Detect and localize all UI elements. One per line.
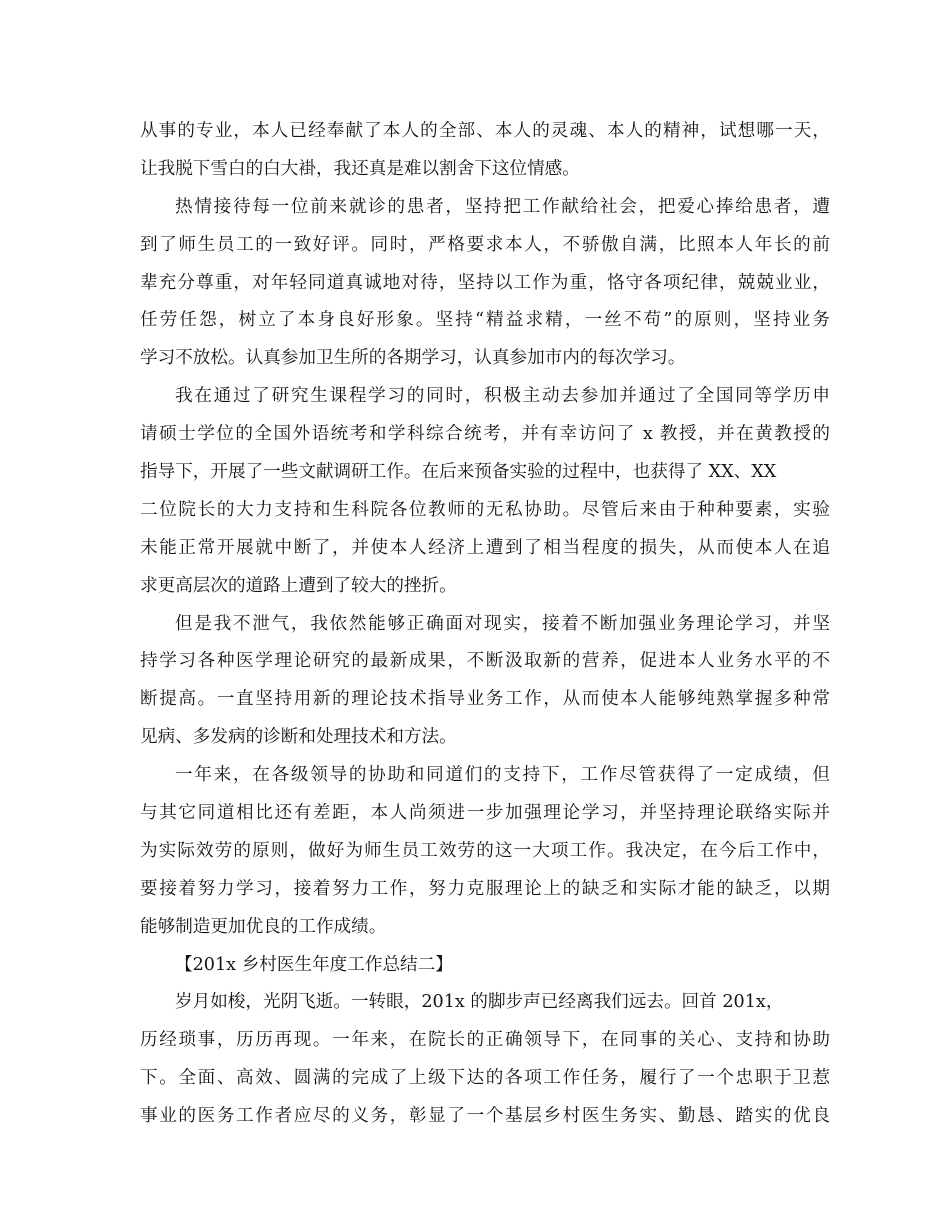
body-text — [140, 113, 830, 1136]
text-line: 能够制造更加优良的工作成绩。 — [140, 916, 387, 937]
text-line: 断提高。一直坚持用新的理论技术指导业务工作，从而使本人能够纯熟掌握多种常 — [140, 689, 830, 710]
text-line: 未能正常开展就中断了，并使本人经济上遭到了相当程度的损失，从而使本人在追 — [140, 537, 830, 558]
paragraph-first-line: 我在通过了研究生课程学习的同时，积极主动去参加并通过了全国同等学历申 — [175, 386, 830, 407]
text-line: 持学习各种医学理论研究的最新成果，不断汲取新的营养，促进本人业务水平的不 — [140, 651, 830, 672]
text-line: 与其它同道相比还有差距，本人尚须进一步加强理论学习，并坚持理论联络实际并 — [140, 803, 830, 824]
text-line: 任劳任怨，树立了本身良好形象。坚持“精益求精，一丝不苟”的原则，坚持业务 — [140, 310, 830, 331]
text-line: 让我脱下雪白的白大褂，我还真是难以割舍下这位情感。 — [140, 158, 580, 179]
text-line: 见病、多发病的诊断和处理技术和方法。 — [140, 727, 457, 748]
text-line: 请硕士学位的全国外语统考和学科综合统考，并有幸访问了 x 教授，并在黄教授的 — [140, 424, 830, 445]
paragraph-first-line: 但是我不泄气，我依然能够正确面对现实，接着不断加强业务理论学习，并坚 — [175, 613, 830, 634]
section-heading: 【201x 乡村医生年度工作总结二】 — [175, 954, 453, 975]
text-line: 下。全面、高效、圆满的完成了上级下达的各项工作任务，履行了一个忠职于卫惹 — [140, 1068, 830, 1089]
text-line: 辈充分尊重，对年轻同道真诚地对待，坚持以工作为重，恪守各项纪律，兢兢业业， — [140, 272, 830, 293]
text-line: 从事的专业，本人已经奉献了本人的全部、本人的灵魂、本人的精神，试想哪一天， — [140, 121, 830, 141]
text-line: 指导下，开展了一些文献调研工作。在后来预备实验的过程中，也获得了 XX、XX — [140, 462, 777, 483]
paragraph-first-line: 一年来，在各级领导的协助和同道们的支持下，工作尽管获得了一定成绩，但 — [175, 765, 830, 786]
paragraph-first-line: 热情接待每一位前来就诊的患者，坚持把工作献给社会，把爱心捧给患者，遭 — [175, 196, 830, 217]
text-line: 学习不放松。认真参加卫生所的各期学习，认真参加市内的每次学习。 — [140, 348, 686, 369]
text-line: 历经琐事，历历再现。一年来，在院长的正确领导下，在同事的关心、支持和协助 — [140, 1030, 830, 1051]
text-line: 事业的医务工作者应尽的义务，彰显了一个基层乡村医生务实、勤恳、踏实的优良 — [140, 1106, 830, 1127]
text-line: 到了师生员工的一致好评。同时，严格要求本人，不骄傲自满，比照本人年长的前 — [140, 234, 830, 255]
text-line: 要接着努力学习，接着努力工作，努力克服理论上的缺乏和实际才能的缺乏，以期 — [140, 878, 830, 899]
text-line: 求更高层次的道路上遭到了较大的挫折。 — [140, 575, 457, 596]
text-line: 二位院长的大力支持和生科院各位教师的无私协助。尽管后来由于种种要素，实验 — [140, 499, 830, 520]
paragraph-first-line: 岁月如梭，光阴飞逝。一转眼，201x 的脚步声已经离我们远去。回首 201x， — [175, 992, 784, 1013]
text-line: 为实际效劳的原则，做好为师生员工效劳的这一大项工作。我决定，在今后工作中， — [140, 840, 830, 861]
